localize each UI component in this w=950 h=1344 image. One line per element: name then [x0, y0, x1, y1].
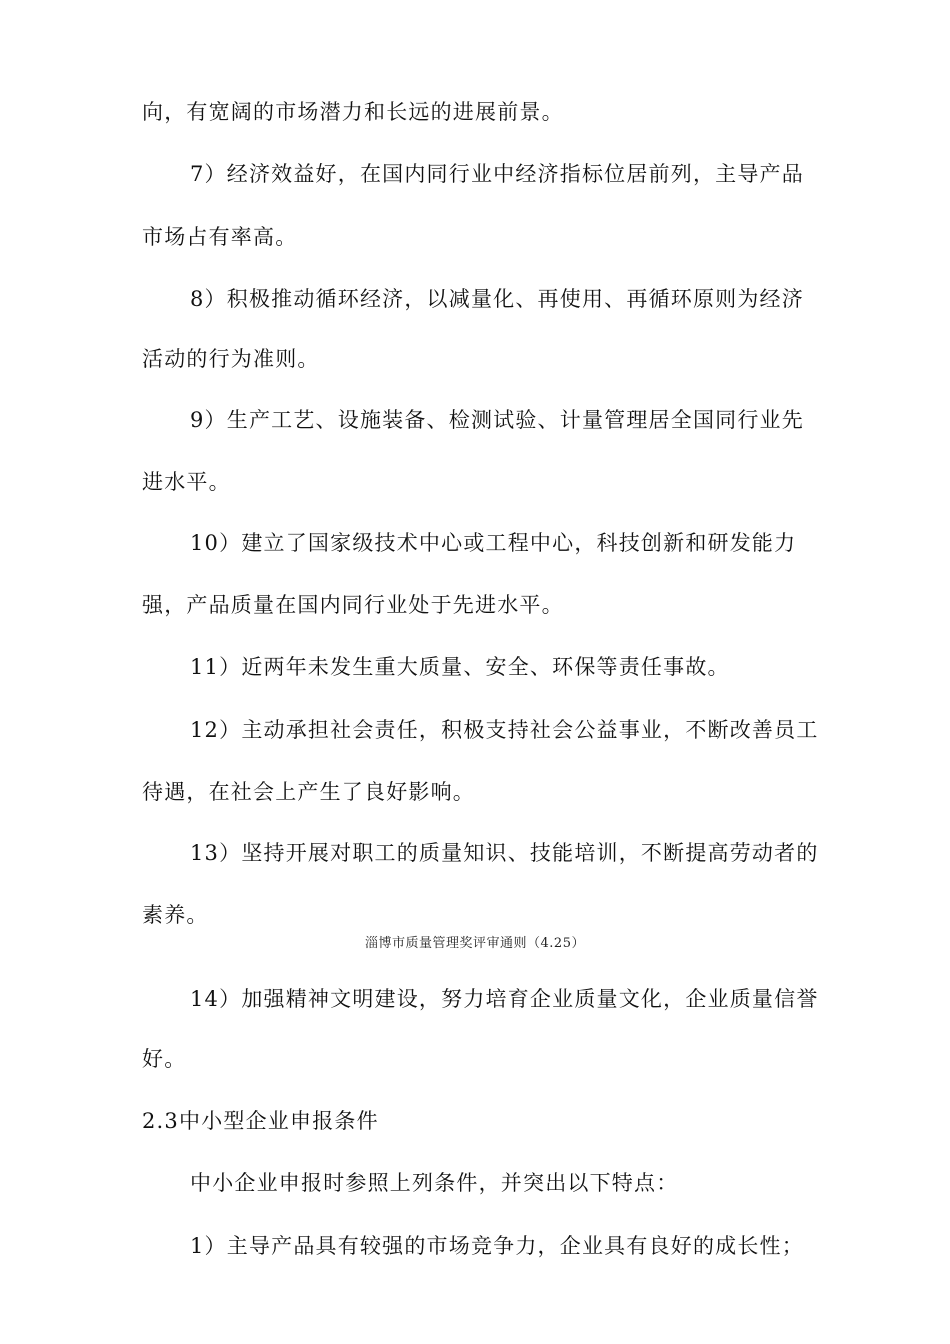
paragraph-line: 好。 [142, 1047, 187, 1071]
paragraph-line: 13）坚持开展对职工的质量知识、技能培训，不断提高劳动者的 [190, 841, 819, 865]
paragraph-line: 强，产品质量在国内同行业处于先进水平。 [142, 593, 564, 617]
paragraph-line: 12）主动承担社会责任，积极支持社会公益事业，不断改善员工 [190, 718, 819, 742]
section-heading: 2.3中小型企业申报条件 [142, 1109, 379, 1133]
paragraph-line: 9）生产工艺、设施装备、检测试验、计量管理居全国同行业先 [190, 408, 804, 432]
paragraph-line: 活动的行为准则。 [142, 347, 320, 371]
paragraph-line: 素养。 [142, 903, 209, 927]
paragraph-line: 14）加强精神文明建设，努力培育企业质量文化，企业质量信誉 [190, 987, 819, 1011]
paragraph-line: 1）主导产品具有较强的市场竞争力，企业具有良好的成长性； [190, 1234, 804, 1258]
paragraph-line: 7）经济效益好，在国内同行业中经济指标位居前列，主导产品 [190, 162, 804, 186]
page-footer: 淄博市质量管理奖评审通则（4.25） [365, 936, 585, 951]
paragraph-line: 向，有宽阔的市场潜力和长远的进展前景。 [142, 100, 564, 124]
paragraph-line: 待遇，在社会上产生了良好影响。 [142, 780, 475, 804]
paragraph-line: 8）积极推动循环经济，以减量化、再使用、再循环原则为经济 [190, 287, 804, 311]
paragraph-line: 11）近两年未发生重大质量、安全、环保等责任事故。 [190, 655, 730, 679]
paragraph-line: 10）建立了国家级技术中心或工程中心，科技创新和研发能力 [190, 531, 797, 555]
paragraph-line: 中小企业申报时参照上列条件，并突出以下特点： [190, 1171, 679, 1195]
paragraph-line: 进水平。 [142, 470, 231, 494]
paragraph-line: 市场占有率高。 [142, 225, 298, 249]
